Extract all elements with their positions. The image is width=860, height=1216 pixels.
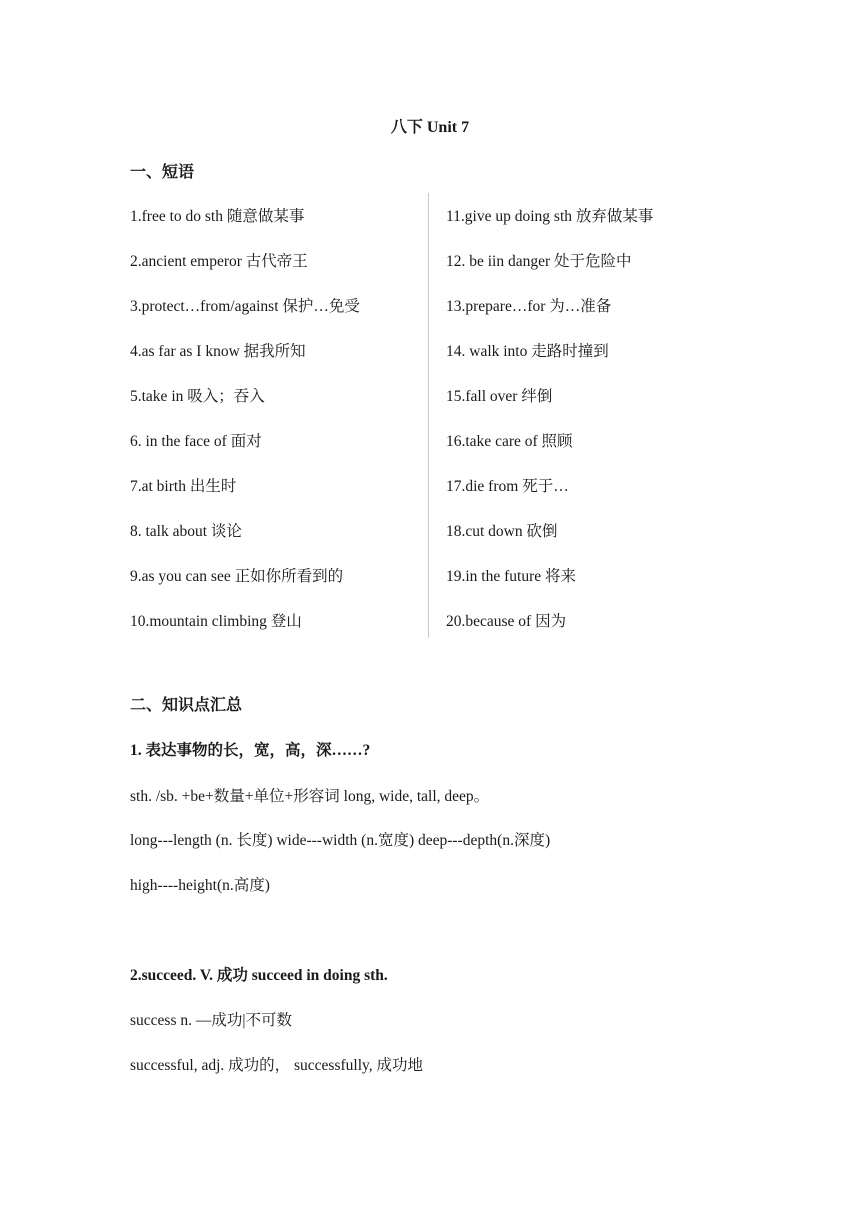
knowledge-point-1-line: high----height(n.高度) <box>130 877 270 894</box>
phrase-item: 16.take care of 照顾 <box>446 433 573 450</box>
knowledge-point-2-line: success n. —成功|不可数 <box>130 1012 292 1029</box>
phrase-item: 7.at birth 出生时 <box>130 478 237 495</box>
knowledge-point-1-line: sth. /sb. +be+数量+单位+形容词 long, wide, tall, deep。 <box>130 788 490 805</box>
phrase-item: 14. walk into 走路时撞到 <box>446 343 609 360</box>
section-heading-phrases: 一、短语 <box>130 164 195 181</box>
section-heading-knowledge-points: 二、知识点汇总 <box>130 697 243 714</box>
phrase-item: 6. in the face of 面对 <box>130 433 262 450</box>
phrase-item: 9.as you can see 正如你所看到的 <box>130 568 344 585</box>
phrase-item: 19.in the future 将来 <box>446 568 577 585</box>
phrase-item: 10.mountain climbing 登山 <box>130 613 302 630</box>
phrase-item: 13.prepare…for 为…准备 <box>446 298 612 315</box>
column-divider <box>428 193 429 638</box>
phrase-item: 12. be iin danger 处于危险中 <box>446 253 632 270</box>
knowledge-point-2-title: 2.succeed. V. 成功 succeed in doing sth. <box>130 967 388 984</box>
document-title: 八下 Unit 7 <box>390 119 470 136</box>
phrase-item: 4.as far as I know 据我所知 <box>130 343 306 360</box>
phrase-item: 8. talk about 谈论 <box>130 523 242 540</box>
phrase-item: 3.protect…from/against 保护…免受 <box>130 298 360 315</box>
phrase-item: 18.cut down 砍倒 <box>446 523 558 540</box>
phrase-item: 5.take in 吸入；吞入 <box>130 388 265 405</box>
phrase-item: 2.ancient emperor 古代帝王 <box>130 253 308 270</box>
phrase-item: 11.give up doing sth 放弃做某事 <box>446 208 654 225</box>
phrase-item: 17.die from 死于… <box>446 478 569 495</box>
phrase-item: 15.fall over 绊倒 <box>446 388 553 405</box>
phrase-item: 1.free to do sth 随意做某事 <box>130 208 305 225</box>
knowledge-point-2-line: successful, adj. 成功的， successfully, 成功地 <box>130 1057 424 1074</box>
phrase-item: 20.because of 因为 <box>446 613 567 630</box>
phrase-table <box>130 193 710 638</box>
knowledge-point-1-title: 1. 表达事物的长，宽，高，深……? <box>130 742 371 759</box>
knowledge-point-1-line: long---length (n. 长度) wide---width (n.宽度) deep---depth(n.深度) <box>130 832 551 849</box>
